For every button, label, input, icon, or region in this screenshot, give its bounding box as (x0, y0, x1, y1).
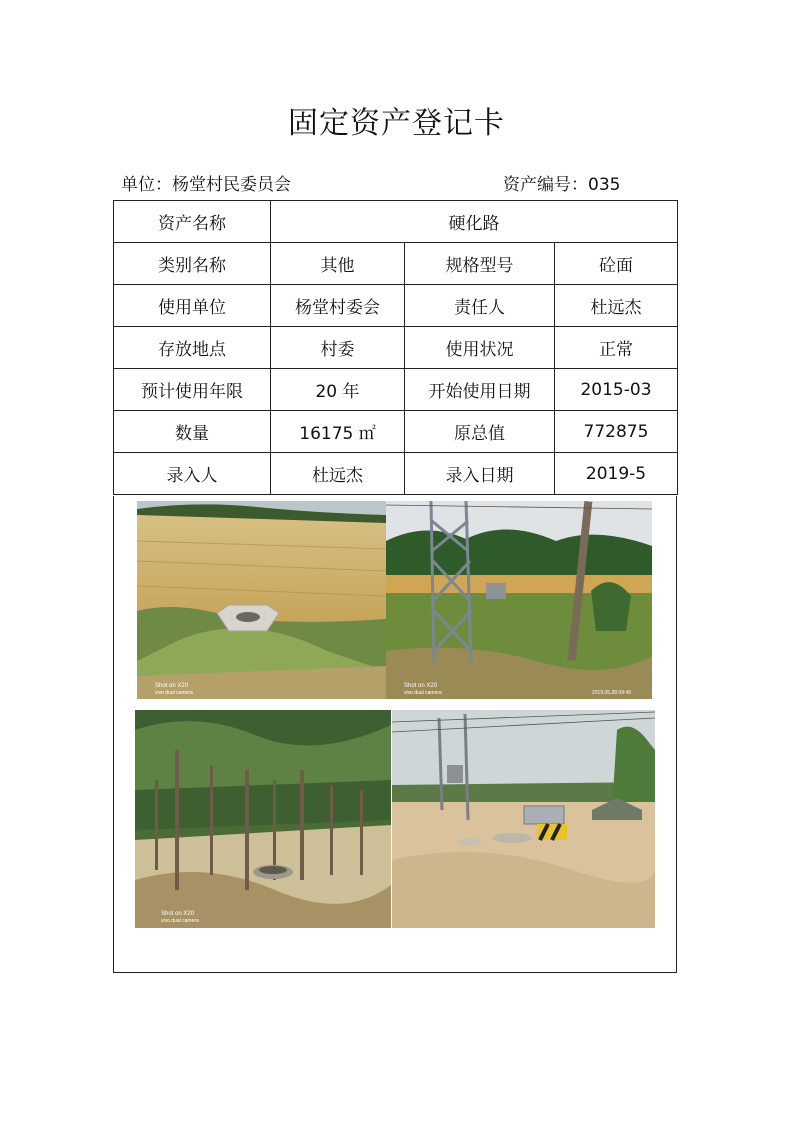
original-value-label: 原总值 (405, 411, 555, 453)
photo-poplar-grove (135, 710, 391, 928)
life-label: 预计使用年限 (114, 369, 271, 411)
unit-label: 单位： (121, 175, 172, 195)
table-row (114, 327, 678, 369)
category-value: 其他 (271, 243, 405, 285)
photo-watermark: Shot on X20 (404, 683, 438, 689)
asset-number-line (503, 170, 620, 195)
asset-name-label: 资产名称 (114, 201, 271, 243)
photo-watermark: Shot on X20 (161, 911, 195, 917)
asset-table (113, 200, 678, 495)
location-label: 存放地点 (114, 327, 271, 369)
status-value: 正常 (555, 327, 678, 369)
wheat-field-image (137, 501, 386, 699)
asset-name-value: 硬化路 (271, 201, 678, 243)
power-tower-image (386, 501, 652, 699)
table-row (114, 243, 678, 285)
transformer-site-image (392, 710, 655, 928)
entry-date-label: 录入日期 (405, 453, 555, 495)
table-row (114, 369, 678, 411)
unit-line (121, 170, 291, 195)
location-value: 村委 (271, 327, 405, 369)
entry-date-value: 2019-5 (555, 453, 678, 495)
category-label: 类别名称 (114, 243, 271, 285)
spec-value: 砼面 (555, 243, 678, 285)
entered-by-value: 杜远杰 (271, 453, 405, 495)
quantity-value: 16175 ㎡ (271, 411, 405, 453)
photo-power-tower (386, 501, 652, 699)
asset-number-label: 资产编号： (503, 175, 588, 195)
status-label: 使用状况 (405, 327, 555, 369)
table-row (114, 285, 678, 327)
photo-watermark-sub: vivo dual camera (161, 918, 199, 924)
page-title: 固定资产登记卡 (288, 106, 505, 141)
responsible-value: 杜远杰 (555, 285, 678, 327)
user-unit-value: 杨堂村委会 (271, 285, 405, 327)
original-value-value: 772875 (555, 411, 678, 453)
photo-date-stamp: 2019.05.28 09:49 (592, 690, 631, 696)
photo-watermark: Shot on X20 (155, 683, 189, 689)
photo-watermark-sub: vivo dual camera (404, 690, 442, 696)
start-date-label: 开始使用日期 (405, 369, 555, 411)
table-row (114, 201, 678, 243)
quantity-label: 数量 (114, 411, 271, 453)
user-unit-label: 使用单位 (114, 285, 271, 327)
start-date-value: 2015-03 (555, 369, 678, 411)
entered-by-label: 录入人 (114, 453, 271, 495)
spec-label: 规格型号 (405, 243, 555, 285)
life-value: 20 年 (271, 369, 405, 411)
poplar-grove-image (135, 710, 391, 928)
photo-watermark-sub: vivo dual camera (155, 690, 193, 696)
asset-number-value: 035 (588, 175, 621, 195)
photo-wheat-field-well (137, 501, 386, 699)
table-row (114, 453, 678, 495)
unit-value: 杨堂村民委员会 (172, 175, 291, 195)
table-row (114, 411, 678, 453)
photo-transformer-site (392, 710, 655, 928)
responsible-label: 责任人 (405, 285, 555, 327)
